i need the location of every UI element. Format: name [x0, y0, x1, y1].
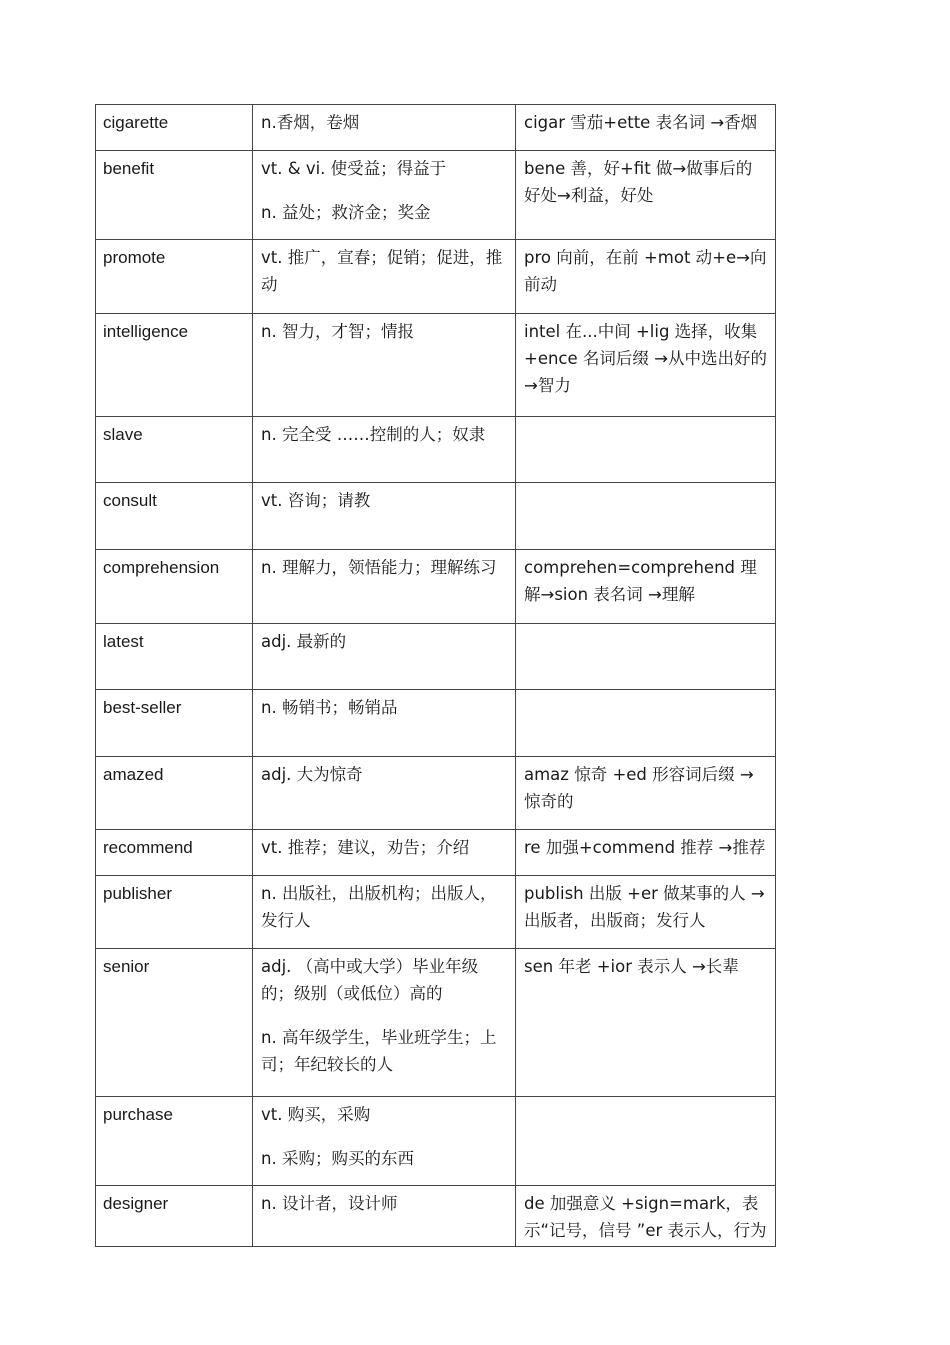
table-row [96, 483, 776, 550]
meaning-cell [253, 690, 516, 757]
etymology-cell [516, 690, 776, 757]
meaning-text: n. 完全受 ……控制的人；奴隶 [261, 425, 486, 444]
etymology-text: amaz 惊奇 +ed 形容词后缀 →惊奇的 [524, 765, 754, 811]
etymology-text: cigar 雪茄+ette 表名词 →香烟 [524, 113, 758, 132]
word-cell: intelligence [96, 314, 253, 417]
etymology-cell [516, 151, 776, 240]
word-cell: designer [96, 1186, 253, 1247]
word-cell: purchase [96, 1097, 253, 1186]
table-row [96, 105, 776, 151]
table-row [96, 240, 776, 314]
etymology-cell [516, 314, 776, 417]
etymology-text: de 加强意义 +sign=mark，表示“记号，信号 ”er 表示人，行为 [524, 1194, 767, 1240]
meaning-cell [253, 105, 516, 151]
table-row [96, 1097, 776, 1186]
meaning-text: n. 采购；购买的东西 [261, 1149, 414, 1168]
etymology-cell [516, 240, 776, 314]
word-cell: latest [96, 624, 253, 690]
meaning-cell [253, 151, 516, 240]
meaning-cell [253, 1186, 516, 1247]
table-row [96, 830, 776, 876]
etymology-text: re 加强+commend 推荐 →推荐 [524, 838, 766, 857]
etymology-cell [516, 105, 776, 151]
meaning-text: n. 益处；救济金；奖金 [261, 203, 431, 222]
word-cell: best-seller [96, 690, 253, 757]
meaning-text: n. 智力，才智；情报 [261, 322, 414, 341]
meaning-text: n.香烟，卷烟 [261, 113, 360, 132]
meaning-cell [253, 624, 516, 690]
meaning-cell [253, 240, 516, 314]
table-row [96, 690, 776, 757]
etymology-cell [516, 830, 776, 876]
etymology-text: bene 善，好+fit 做→做事后的好处→利益，好处 [524, 159, 753, 205]
etymology-text: sen 年老 +ior 表示人 →长辈 [524, 957, 739, 976]
meaning-text: n. 出版社，出版机构；出版人，发行人 [261, 884, 497, 930]
word-cell: benefit [96, 151, 253, 240]
etymology-text: intel 在...中间 +lig 选择，收集 +ence 名词后缀 →从中选出好的→智力 [524, 322, 767, 395]
meaning-text: n. 设计者，设计师 [261, 1194, 398, 1213]
meaning-text: vt. & vi. 使受益；得益于 [261, 159, 447, 178]
etymology-text: pro 向前，在前 +mot 动+e→向前动 [524, 248, 767, 294]
meaning-text: vt. 推荐；建议，劝告；介绍 [261, 838, 470, 857]
meaning-text: adj. 大为惊奇 [261, 765, 363, 784]
etymology-cell [516, 1097, 776, 1186]
meaning-text: vt. 购买，采购 [261, 1105, 371, 1124]
word-cell: comprehension [96, 550, 253, 624]
meaning-text: adj. 最新的 [261, 632, 347, 651]
word-cell: publisher [96, 876, 253, 949]
table-row [96, 757, 776, 830]
meaning-cell [253, 1097, 516, 1186]
meaning-text: n. 畅销书；畅销品 [261, 698, 398, 717]
word-cell: cigarette [96, 105, 253, 151]
table-row [96, 624, 776, 690]
word-cell: senior [96, 949, 253, 1097]
etymology-cell [516, 550, 776, 624]
table-row [96, 417, 776, 483]
meaning-text: vt. 咨询；请教 [261, 491, 371, 510]
etymology-cell [516, 417, 776, 483]
etymology-cell [516, 1186, 776, 1247]
table-row [96, 1186, 776, 1247]
etymology-cell [516, 483, 776, 550]
meaning-cell [253, 550, 516, 624]
etymology-cell [516, 624, 776, 690]
meaning-cell [253, 757, 516, 830]
meaning-cell [253, 483, 516, 550]
meaning-cell [253, 830, 516, 876]
etymology-cell [516, 876, 776, 949]
word-cell: recommend [96, 830, 253, 876]
meaning-cell [253, 417, 516, 483]
meaning-cell [253, 314, 516, 417]
table-row [96, 949, 776, 1097]
etymology-text: comprehen=comprehend 理解→sion 表名词 →理解 [524, 558, 757, 604]
vocabulary-table-body [96, 105, 776, 1247]
word-cell: promote [96, 240, 253, 314]
etymology-cell [516, 949, 776, 1097]
table-row [96, 876, 776, 949]
meaning-text: n. 高年级学生，毕业班学生；上司；年纪较长的人 [261, 1028, 497, 1074]
meaning-cell [253, 876, 516, 949]
table-row [96, 550, 776, 624]
word-cell: slave [96, 417, 253, 483]
word-cell: amazed [96, 757, 253, 830]
etymology-cell [516, 757, 776, 830]
meaning-text: adj. （高中或大学）毕业年级的；级别（或低位）高的 [261, 957, 479, 1003]
etymology-text: publish 出版 +er 做某事的人 →出版者，出版商；发行人 [524, 884, 765, 930]
table-row [96, 314, 776, 417]
table-row [96, 151, 776, 240]
word-cell: consult [96, 483, 253, 550]
meaning-text: vt. 推广，宣春；促销；促进，推动 [261, 248, 503, 294]
meaning-text: n. 理解力，领悟能力；理解练习 [261, 558, 497, 577]
meaning-cell [253, 949, 516, 1097]
vocabulary-table [95, 104, 776, 1247]
